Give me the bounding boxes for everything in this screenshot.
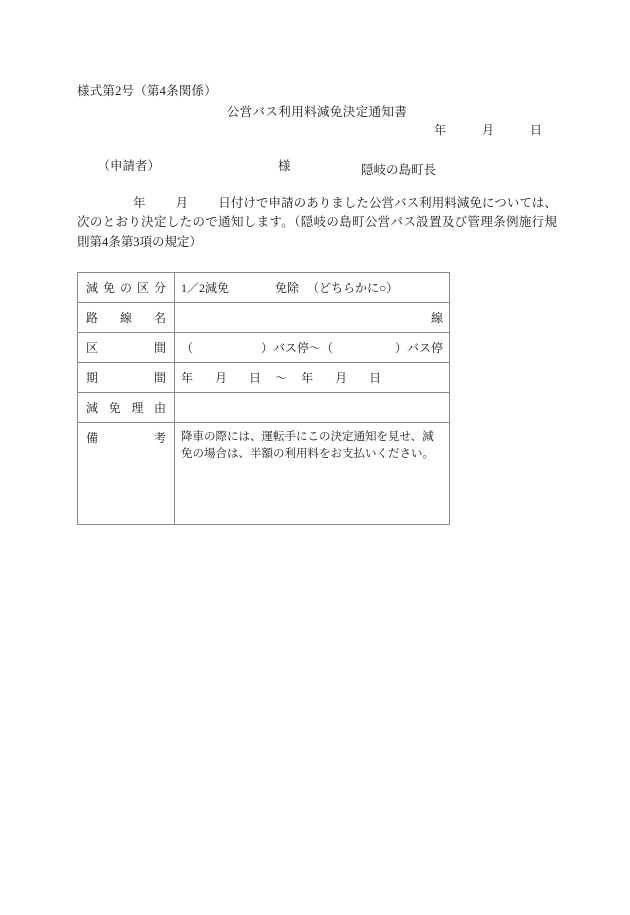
row-value-kikan[interactable] xyxy=(175,363,450,393)
row-label-reason xyxy=(78,393,175,423)
label-char: 間 xyxy=(153,341,166,355)
circle-instruction: （どちらかに○） xyxy=(307,281,399,295)
row-label-kikan xyxy=(78,363,175,393)
label-char: 路 xyxy=(86,311,99,325)
label-char: 考 xyxy=(153,431,166,445)
body-date-month: 月 xyxy=(175,196,189,210)
label-char: 減 xyxy=(86,401,99,415)
label-char: 免 xyxy=(102,281,115,295)
label-char: 分 xyxy=(153,281,166,295)
body-text: 日付けで申請のありました公営バス利用料減免については、次のとおり決定したので通知します。（隠岐の島町公営バス設置及び管理条例施行規則第4条第3項の規定） xyxy=(77,196,557,249)
body-paragraph xyxy=(77,194,557,252)
issue-date-line: 年 月 日 xyxy=(433,123,542,137)
applicant-row xyxy=(85,141,291,189)
table-row xyxy=(78,273,450,303)
kikan-end-day: 日 xyxy=(369,371,382,385)
label-char: 期 xyxy=(86,371,99,385)
kukan-to-close: ）バス停 xyxy=(395,341,444,355)
label-char: 間 xyxy=(153,371,166,385)
label-char: 線 xyxy=(119,311,132,325)
row-value-rosen[interactable]: 線 xyxy=(175,303,450,333)
row-value-kukan[interactable] xyxy=(175,333,450,363)
label-char: 理 xyxy=(131,401,144,415)
table-row xyxy=(78,363,450,393)
kukan-from-close: ）バス停〜（ xyxy=(261,341,334,355)
kikan-end-month: 月 xyxy=(335,371,348,385)
option-half-reduction[interactable]: 1／2減免 xyxy=(181,281,230,295)
form-number: 様式第2号（第4条関係） xyxy=(77,84,217,98)
label-char: 区 xyxy=(86,341,99,355)
table-row xyxy=(78,423,450,525)
label-char: 名 xyxy=(153,311,166,325)
label-char: 区 xyxy=(136,281,149,295)
body-date-year: 年 xyxy=(133,196,146,210)
row-value-reason[interactable] xyxy=(175,393,450,423)
kikan-start-month: 月 xyxy=(215,371,228,385)
kikan-tilde: 〜 xyxy=(275,371,288,385)
table-row xyxy=(78,393,450,423)
option-full-exemption[interactable]: 免除 xyxy=(275,281,300,295)
row-label-kubun xyxy=(78,273,175,303)
row-value-remarks[interactable] xyxy=(175,423,450,525)
row-label-kukan xyxy=(78,333,175,363)
label-char: 減 xyxy=(86,281,99,295)
kikan-end-year: 年 xyxy=(301,371,314,385)
row-label-rosen xyxy=(78,303,175,333)
row-label-remarks xyxy=(78,423,175,525)
label-char: 備 xyxy=(86,431,99,445)
issuer-name: 隠岐の島町長 xyxy=(361,163,437,177)
applicant-honorific: 様 xyxy=(278,159,291,173)
kukan-from-open: （ xyxy=(181,341,194,355)
label-char: 免 xyxy=(108,401,121,415)
decision-table xyxy=(77,272,450,525)
document-title: 公営バス利用料減免決定通知書 xyxy=(226,105,408,119)
label-char: の xyxy=(119,281,132,295)
table-row xyxy=(78,303,450,333)
table-row xyxy=(78,333,450,363)
label-char: 由 xyxy=(153,401,166,415)
kikan-start-day: 日 xyxy=(249,371,262,385)
kikan-start-year: 年 xyxy=(181,371,194,385)
row-value-kubun[interactable] xyxy=(175,273,450,303)
remarks-text: 降車の際には、運転手にこの決定通知を見せ、減免の場合は、半額の利用料をお支払いください。 xyxy=(181,431,434,461)
applicant-label: （申請者） xyxy=(97,159,161,173)
